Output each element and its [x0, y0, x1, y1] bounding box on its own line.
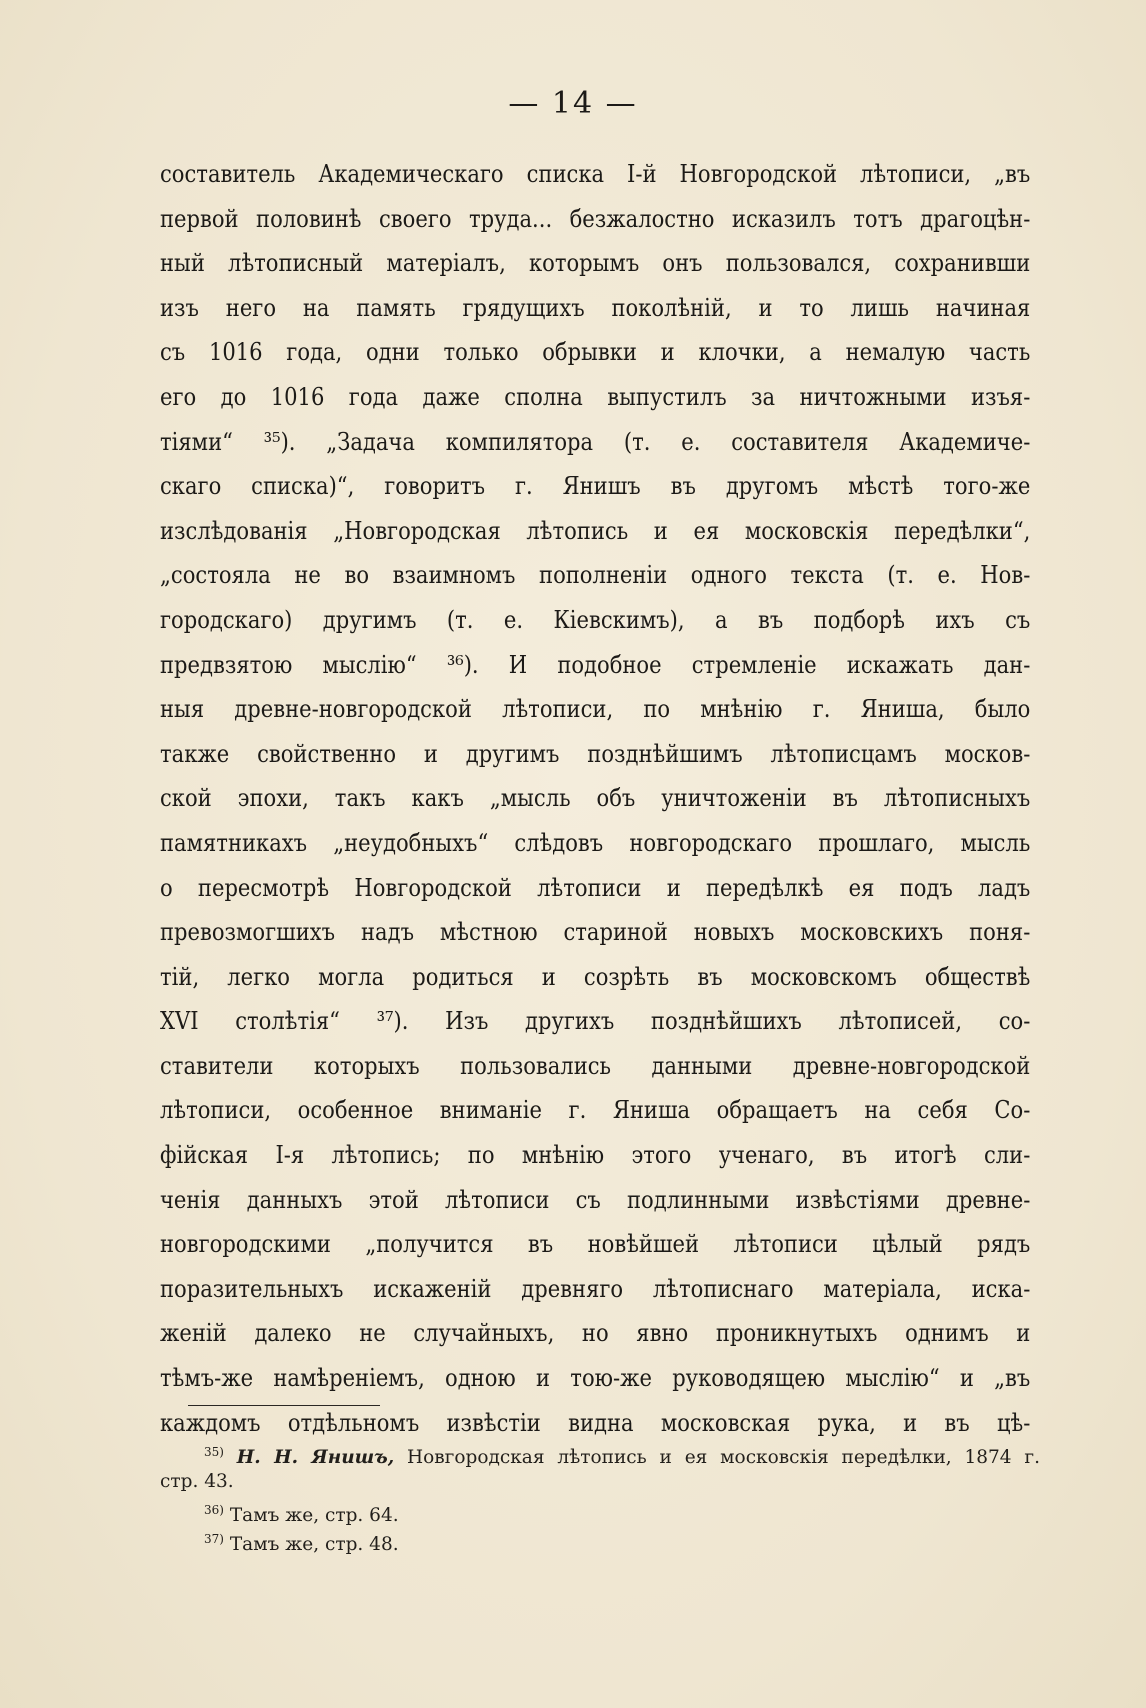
- text-line: ской эпохи, такъ какъ „мысль объ уничтоженіи въ лѣтописныхъ: [160, 783, 1031, 813]
- text-line: фійская I-я лѣтопись; по мнѣнію этого ученаго, въ итогѣ сли-: [160, 1140, 1031, 1170]
- text-line: тіями“ ³⁵). „Задача компилятора (т. е. составителя Академиче-: [160, 426, 1031, 456]
- footnote-35-continuation: стр. 43.: [160, 1471, 234, 1492]
- text-line: ченія данныхъ этой лѣтописи съ подлинными извѣстіями древне-: [160, 1184, 1031, 1214]
- footnote-mark: 35): [204, 1445, 224, 1459]
- text-line: новгородскими „получится въ новѣйшей лѣтописи цѣлый рядъ: [160, 1229, 1031, 1259]
- footnote-mark: 37): [204, 1532, 224, 1546]
- text-line: ставители которыхъ пользовались данными древне-новгородской: [160, 1050, 1031, 1080]
- footnote-36: [160, 1496, 1040, 1525]
- footnote-35: [160, 1438, 1040, 1467]
- footnote-mark: 36): [204, 1503, 224, 1517]
- text-line: предвзятою мыслію“ ³⁶). И подобное стремленіе искажать дан-: [160, 649, 1031, 679]
- text-line: тій, легко могла родиться и созрѣть въ московскомъ обществѣ: [160, 961, 1031, 991]
- text-line: составитель Академическаго списка I-й Новгородской лѣтописи, „въ: [160, 159, 1031, 188]
- text-line: лѣтописи, особенное вниманіе г. Яниша обращаетъ на себя Со-: [160, 1095, 1031, 1125]
- text-line: поразительныхъ искаженій древняго лѣтописнаго матеріала, иска-: [160, 1273, 1031, 1303]
- text-line: памятникахъ „неудобныхъ“ слѣдовъ новгородскаго прошлаго, мысль: [160, 827, 1031, 857]
- footnotes: [160, 1438, 1040, 1554]
- text-line: о пересмотрѣ Новгородской лѣтописи и передѣлкѣ ея подъ ладъ: [160, 872, 1031, 902]
- text-line: ныя древне-новгородской лѣтописи, по мнѣнію г. Яниша, было: [160, 694, 1031, 724]
- text-line: тѣмъ-же намѣреніемъ, одною и тою-же руководящею мыслію“ и „въ: [160, 1363, 1031, 1393]
- text-line: изъ него на память грядущихъ поколѣній, и то лишь начиная: [160, 292, 1031, 322]
- text-line: „состояла не во взаимномъ пополненіи одного текста (т. е. Нов-: [160, 560, 1031, 590]
- footnote-author: Н. Н. Янишъ,: [236, 1447, 395, 1469]
- footnote-text: Тамъ же, стр. 64.: [229, 1505, 399, 1527]
- text-line: первой половинѣ своего труда... безжалостно исказилъ тотъ драгоцѣн-: [160, 203, 1031, 233]
- footnote-divider: [188, 1405, 380, 1406]
- footnote-37: [160, 1525, 1040, 1554]
- text-line: каждомъ отдѣльномъ извѣстіи видна московская рука, и въ цѣ-: [160, 1407, 1031, 1437]
- footnote-text: Новгородская лѣтопись и ея московскія передѣлки, 1874 г.: [407, 1447, 1040, 1469]
- text-line: превозмогшихъ надъ мѣстною стариной новыхъ московскихъ поня-: [160, 917, 1031, 947]
- text-line: скаго списка)“, говоритъ г. Янишъ въ другомъ мѣстѣ того-же: [160, 471, 1031, 501]
- text-line: XVI столѣтія“ ³⁷). Изъ другихъ позднѣйшихъ лѣтописей, со-: [160, 1006, 1031, 1036]
- text-line: его до 1016 года даже сполна выпустилъ за ничтожными изъя-: [160, 381, 1031, 411]
- body-text: [160, 152, 1030, 1445]
- text-line: ный лѣтописный матеріалъ, которымъ онъ пользовался, сохранивши: [160, 248, 1031, 278]
- text-line: городскаго) другимъ (т. е. Кіевскимъ), а въ подборѣ ихъ съ: [160, 604, 1031, 634]
- footnote-text: Тамъ же, стр. 48.: [229, 1534, 399, 1556]
- page-number: — 14 —: [508, 86, 638, 121]
- text-line: изслѣдованія „Новгородская лѣтопись и ея московскія передѣлки“,: [160, 515, 1031, 545]
- text-line: женій далеко не случайныхъ, но явно проникнутыхъ однимъ и: [160, 1318, 1031, 1348]
- text-line: съ 1016 года, одни только обрывки и клочки, а немалую часть: [160, 337, 1031, 367]
- text-line: также свойственно и другимъ позднѣйшимъ лѣтописцамъ москов-: [160, 738, 1031, 768]
